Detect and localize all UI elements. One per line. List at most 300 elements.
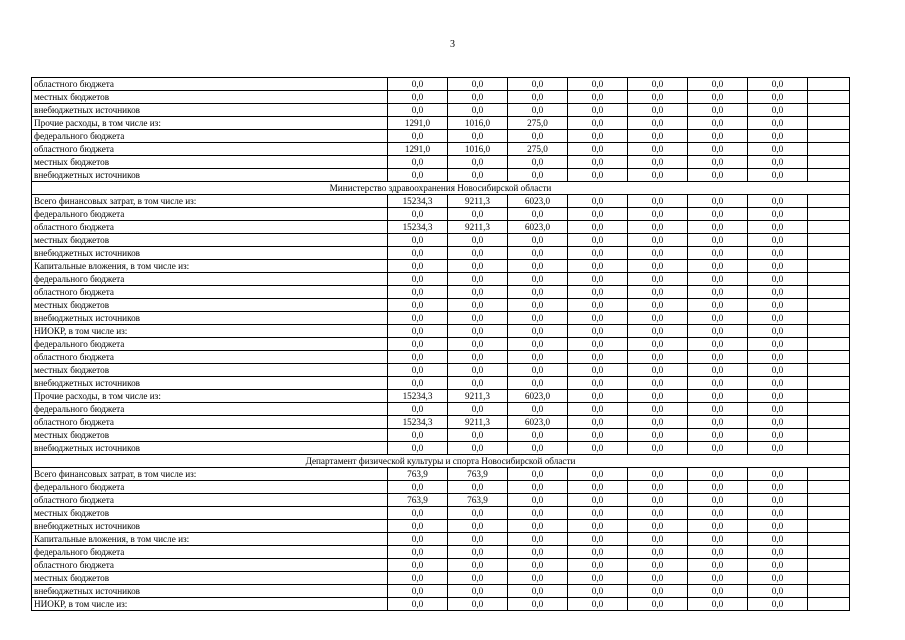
table-row <box>32 468 850 481</box>
row-label: Капитальные вложения, в том числе из: <box>32 533 388 546</box>
empty-cell <box>808 585 850 598</box>
value-cell: 0,0 <box>688 416 748 429</box>
value-cell: 0,0 <box>748 507 808 520</box>
table-row <box>32 572 850 585</box>
value-cell: 0,0 <box>568 260 628 273</box>
value-cell: 0,0 <box>748 104 808 117</box>
value-cell: 0,0 <box>568 377 628 390</box>
value-cell: 0,0 <box>628 91 688 104</box>
value-cell: 1016,0 <box>448 143 508 156</box>
value-cell: 0,0 <box>568 91 628 104</box>
value-cell: 0,0 <box>448 598 508 611</box>
value-cell: 0,0 <box>508 351 568 364</box>
table-row <box>32 481 850 494</box>
value-cell: 0,0 <box>748 442 808 455</box>
table-row <box>32 598 850 611</box>
value-cell: 0,0 <box>688 221 748 234</box>
value-cell: 6023,0 <box>508 416 568 429</box>
value-cell: 9211,3 <box>448 390 508 403</box>
value-cell: 0,0 <box>688 156 748 169</box>
row-label: местных бюджетов <box>32 156 388 169</box>
value-cell: 0,0 <box>568 247 628 260</box>
value-cell: 0,0 <box>508 169 568 182</box>
value-cell: 0,0 <box>748 481 808 494</box>
value-cell: 0,0 <box>748 221 808 234</box>
value-cell: 0,0 <box>748 130 808 143</box>
empty-cell <box>808 403 850 416</box>
value-cell: 0,0 <box>508 520 568 533</box>
value-cell: 0,0 <box>508 559 568 572</box>
value-cell: 0,0 <box>628 481 688 494</box>
value-cell: 0,0 <box>568 299 628 312</box>
value-cell: 0,0 <box>748 377 808 390</box>
value-cell: 0,0 <box>628 507 688 520</box>
table-row <box>32 520 850 533</box>
empty-cell <box>808 442 850 455</box>
row-label: областного бюджета <box>32 416 388 429</box>
table-row <box>32 247 850 260</box>
row-label: местных бюджетов <box>32 507 388 520</box>
value-cell: 0,0 <box>688 117 748 130</box>
value-cell: 0,0 <box>688 546 748 559</box>
value-cell: 0,0 <box>448 377 508 390</box>
value-cell: 0,0 <box>688 91 748 104</box>
value-cell: 0,0 <box>748 143 808 156</box>
value-cell: 0,0 <box>508 585 568 598</box>
value-cell: 0,0 <box>688 143 748 156</box>
value-cell: 0,0 <box>388 325 448 338</box>
value-cell: 0,0 <box>448 130 508 143</box>
table-row <box>32 91 850 104</box>
table-row <box>32 390 850 403</box>
value-cell: 0,0 <box>628 221 688 234</box>
value-cell: 763,9 <box>388 494 448 507</box>
table-row <box>32 494 850 507</box>
value-cell: 0,0 <box>568 78 628 91</box>
value-cell: 0,0 <box>448 520 508 533</box>
value-cell: 0,0 <box>388 520 448 533</box>
row-label: федерального бюджета <box>32 273 388 286</box>
value-cell: 0,0 <box>688 260 748 273</box>
value-cell: 0,0 <box>388 598 448 611</box>
table-row <box>32 403 850 416</box>
value-cell: 0,0 <box>628 572 688 585</box>
value-cell: 0,0 <box>628 364 688 377</box>
value-cell: 0,0 <box>508 260 568 273</box>
value-cell: 0,0 <box>688 234 748 247</box>
empty-cell <box>808 299 850 312</box>
empty-cell <box>808 260 850 273</box>
row-label: федерального бюджета <box>32 208 388 221</box>
row-label: внебюджетных источников <box>32 104 388 117</box>
value-cell: 0,0 <box>448 481 508 494</box>
value-cell: 6023,0 <box>508 221 568 234</box>
value-cell: 0,0 <box>508 442 568 455</box>
value-cell: 0,0 <box>748 429 808 442</box>
value-cell: 0,0 <box>448 585 508 598</box>
value-cell: 0,0 <box>448 234 508 247</box>
row-label: областного бюджета <box>32 559 388 572</box>
table-row <box>32 416 850 429</box>
value-cell: 0,0 <box>388 91 448 104</box>
value-cell: 0,0 <box>448 507 508 520</box>
value-cell: 0,0 <box>628 299 688 312</box>
row-label: Всего финансовых затрат, в том числе из: <box>32 468 388 481</box>
value-cell: 0,0 <box>688 559 748 572</box>
row-label: Капитальные вложения, в том числе из: <box>32 260 388 273</box>
value-cell: 0,0 <box>748 299 808 312</box>
value-cell: 0,0 <box>688 299 748 312</box>
value-cell: 0,0 <box>388 481 448 494</box>
value-cell: 0,0 <box>628 78 688 91</box>
value-cell: 0,0 <box>748 117 808 130</box>
value-cell: 0,0 <box>568 325 628 338</box>
value-cell: 9211,3 <box>448 416 508 429</box>
table-row <box>32 533 850 546</box>
table-row <box>32 104 850 117</box>
empty-cell <box>808 572 850 585</box>
table-row <box>32 312 850 325</box>
value-cell: 0,0 <box>688 78 748 91</box>
empty-cell <box>808 559 850 572</box>
value-cell: 0,0 <box>568 390 628 403</box>
row-label: областного бюджета <box>32 494 388 507</box>
row-label: областного бюджета <box>32 78 388 91</box>
value-cell: 0,0 <box>508 156 568 169</box>
table-row <box>32 585 850 598</box>
value-cell: 0,0 <box>688 585 748 598</box>
value-cell: 0,0 <box>388 78 448 91</box>
value-cell: 0,0 <box>388 169 448 182</box>
table-row <box>32 130 850 143</box>
value-cell: 0,0 <box>688 325 748 338</box>
table-row <box>32 169 850 182</box>
value-cell: 0,0 <box>688 104 748 117</box>
value-cell: 0,0 <box>388 234 448 247</box>
value-cell: 0,0 <box>688 351 748 364</box>
empty-cell <box>808 546 850 559</box>
row-label: местных бюджетов <box>32 91 388 104</box>
empty-cell <box>808 273 850 286</box>
value-cell: 0,0 <box>688 520 748 533</box>
value-cell: 0,0 <box>388 338 448 351</box>
value-cell: 0,0 <box>448 156 508 169</box>
value-cell: 0,0 <box>628 598 688 611</box>
value-cell: 0,0 <box>688 533 748 546</box>
value-cell: 0,0 <box>568 364 628 377</box>
value-cell: 0,0 <box>748 208 808 221</box>
value-cell: 0,0 <box>508 377 568 390</box>
value-cell: 0,0 <box>628 442 688 455</box>
value-cell: 0,0 <box>568 234 628 247</box>
value-cell: 0,0 <box>448 208 508 221</box>
row-label: федерального бюджета <box>32 130 388 143</box>
value-cell: 0,0 <box>448 91 508 104</box>
value-cell: 0,0 <box>748 416 808 429</box>
financing-table-body <box>32 78 850 611</box>
value-cell: 0,0 <box>568 546 628 559</box>
value-cell: 0,0 <box>508 104 568 117</box>
value-cell: 0,0 <box>688 312 748 325</box>
value-cell: 0,0 <box>688 442 748 455</box>
value-cell: 0,0 <box>448 260 508 273</box>
empty-cell <box>808 325 850 338</box>
value-cell: 0,0 <box>448 78 508 91</box>
value-cell: 0,0 <box>508 364 568 377</box>
table-row <box>32 429 850 442</box>
value-cell: 0,0 <box>508 494 568 507</box>
empty-cell <box>808 104 850 117</box>
empty-cell <box>808 208 850 221</box>
value-cell: 0,0 <box>388 104 448 117</box>
value-cell: 0,0 <box>568 442 628 455</box>
row-label: внебюджетных источников <box>32 377 388 390</box>
value-cell: 0,0 <box>628 585 688 598</box>
value-cell: 0,0 <box>568 286 628 299</box>
value-cell: 0,0 <box>388 299 448 312</box>
value-cell: 0,0 <box>568 507 628 520</box>
value-cell: 0,0 <box>688 338 748 351</box>
value-cell: 0,0 <box>388 585 448 598</box>
value-cell: 0,0 <box>628 195 688 208</box>
value-cell: 0,0 <box>388 351 448 364</box>
empty-cell <box>808 195 850 208</box>
value-cell: 0,0 <box>508 299 568 312</box>
table-row <box>32 234 850 247</box>
row-label: областного бюджета <box>32 143 388 156</box>
value-cell: 0,0 <box>688 598 748 611</box>
value-cell: 0,0 <box>508 481 568 494</box>
value-cell: 0,0 <box>388 403 448 416</box>
row-label: федерального бюджета <box>32 403 388 416</box>
value-cell: 0,0 <box>568 143 628 156</box>
value-cell: 0,0 <box>748 390 808 403</box>
value-cell: 0,0 <box>388 572 448 585</box>
value-cell: 0,0 <box>388 286 448 299</box>
value-cell: 0,0 <box>448 546 508 559</box>
value-cell: 275,0 <box>508 117 568 130</box>
value-cell: 0,0 <box>508 208 568 221</box>
value-cell: 0,0 <box>628 416 688 429</box>
value-cell: 0,0 <box>748 364 808 377</box>
table-row <box>32 273 850 286</box>
value-cell: 0,0 <box>748 585 808 598</box>
value-cell: 0,0 <box>448 325 508 338</box>
value-cell: 0,0 <box>628 403 688 416</box>
value-cell: 0,0 <box>748 286 808 299</box>
empty-cell <box>808 286 850 299</box>
value-cell: 0,0 <box>748 598 808 611</box>
row-label: местных бюджетов <box>32 429 388 442</box>
value-cell: 0,0 <box>568 403 628 416</box>
value-cell: 0,0 <box>688 377 748 390</box>
row-label: НИОКР, в том числе из: <box>32 598 388 611</box>
value-cell: 0,0 <box>748 546 808 559</box>
value-cell: 0,0 <box>628 312 688 325</box>
value-cell: 1016,0 <box>448 117 508 130</box>
table-row <box>32 507 850 520</box>
empty-cell <box>808 169 850 182</box>
table-row <box>32 377 850 390</box>
value-cell: 0,0 <box>388 273 448 286</box>
value-cell: 0,0 <box>508 78 568 91</box>
value-cell: 0,0 <box>628 429 688 442</box>
value-cell: 0,0 <box>688 208 748 221</box>
value-cell: 0,0 <box>508 468 568 481</box>
empty-cell <box>808 221 850 234</box>
value-cell: 0,0 <box>688 247 748 260</box>
value-cell: 0,0 <box>568 351 628 364</box>
value-cell: 0,0 <box>688 364 748 377</box>
empty-cell <box>808 117 850 130</box>
row-label: федерального бюджета <box>32 481 388 494</box>
value-cell: 0,0 <box>688 481 748 494</box>
value-cell: 0,0 <box>628 247 688 260</box>
value-cell: 0,0 <box>508 403 568 416</box>
row-label: внебюджетных источников <box>32 442 388 455</box>
table-row <box>32 156 850 169</box>
value-cell: 0,0 <box>388 208 448 221</box>
section-title: Департамент физической культуры и спорта Новосибирской области <box>32 455 850 468</box>
empty-cell <box>808 507 850 520</box>
value-cell: 0,0 <box>688 468 748 481</box>
value-cell: 0,0 <box>568 312 628 325</box>
section-title: Министерство здравоохранения Новосибирской области <box>32 182 850 195</box>
value-cell: 0,0 <box>508 247 568 260</box>
value-cell: 0,0 <box>388 559 448 572</box>
empty-cell <box>808 247 850 260</box>
row-label: Прочие расходы, в том числе из: <box>32 117 388 130</box>
value-cell: 0,0 <box>748 195 808 208</box>
value-cell: 0,0 <box>748 247 808 260</box>
value-cell: 0,0 <box>688 390 748 403</box>
value-cell: 0,0 <box>628 546 688 559</box>
table-row <box>32 195 850 208</box>
value-cell: 0,0 <box>508 312 568 325</box>
empty-cell <box>808 156 850 169</box>
value-cell: 0,0 <box>448 286 508 299</box>
row-label: внебюджетных источников <box>32 169 388 182</box>
value-cell: 0,0 <box>508 546 568 559</box>
value-cell: 0,0 <box>628 351 688 364</box>
empty-cell <box>808 429 850 442</box>
section-header-row <box>32 182 850 195</box>
value-cell: 0,0 <box>568 156 628 169</box>
value-cell: 0,0 <box>388 507 448 520</box>
value-cell: 0,0 <box>568 520 628 533</box>
table-row <box>32 442 850 455</box>
value-cell: 0,0 <box>388 156 448 169</box>
value-cell: 0,0 <box>508 598 568 611</box>
value-cell: 0,0 <box>448 104 508 117</box>
value-cell: 0,0 <box>448 364 508 377</box>
value-cell: 0,0 <box>568 104 628 117</box>
value-cell: 0,0 <box>628 169 688 182</box>
row-label: Всего финансовых затрат, в том числе из: <box>32 195 388 208</box>
value-cell: 0,0 <box>688 195 748 208</box>
value-cell: 0,0 <box>448 312 508 325</box>
table-row <box>32 221 850 234</box>
value-cell: 1291,0 <box>388 143 448 156</box>
value-cell: 0,0 <box>748 169 808 182</box>
value-cell: 0,0 <box>688 494 748 507</box>
value-cell: 0,0 <box>748 533 808 546</box>
value-cell: 0,0 <box>388 247 448 260</box>
table-row <box>32 351 850 364</box>
value-cell: 0,0 <box>388 312 448 325</box>
value-cell: 15234,3 <box>388 390 448 403</box>
value-cell: 0,0 <box>448 533 508 546</box>
value-cell: 0,0 <box>508 572 568 585</box>
empty-cell <box>808 390 850 403</box>
value-cell: 0,0 <box>628 143 688 156</box>
value-cell: 0,0 <box>748 403 808 416</box>
value-cell: 15234,3 <box>388 416 448 429</box>
value-cell: 0,0 <box>508 91 568 104</box>
value-cell: 0,0 <box>568 221 628 234</box>
value-cell: 0,0 <box>628 390 688 403</box>
value-cell: 0,0 <box>568 195 628 208</box>
table-row <box>32 286 850 299</box>
value-cell: 0,0 <box>448 169 508 182</box>
section-header-row <box>32 455 850 468</box>
table-row <box>32 117 850 130</box>
value-cell: 0,0 <box>508 429 568 442</box>
value-cell: 0,0 <box>508 507 568 520</box>
value-cell: 6023,0 <box>508 195 568 208</box>
empty-cell <box>808 338 850 351</box>
value-cell: 0,0 <box>568 338 628 351</box>
empty-cell <box>808 416 850 429</box>
value-cell: 0,0 <box>628 130 688 143</box>
table-row <box>32 559 850 572</box>
row-label: внебюджетных источников <box>32 247 388 260</box>
value-cell: 275,0 <box>508 143 568 156</box>
value-cell: 0,0 <box>628 273 688 286</box>
value-cell: 0,0 <box>568 117 628 130</box>
value-cell: 0,0 <box>748 91 808 104</box>
value-cell: 0,0 <box>748 494 808 507</box>
value-cell: 0,0 <box>448 299 508 312</box>
value-cell: 0,0 <box>748 468 808 481</box>
value-cell: 0,0 <box>628 208 688 221</box>
row-label: местных бюджетов <box>32 234 388 247</box>
value-cell: 0,0 <box>448 247 508 260</box>
empty-cell <box>808 494 850 507</box>
value-cell: 0,0 <box>628 377 688 390</box>
value-cell: 0,0 <box>508 338 568 351</box>
value-cell: 0,0 <box>568 273 628 286</box>
value-cell: 0,0 <box>508 286 568 299</box>
table-row <box>32 143 850 156</box>
row-label: Прочие расходы, в том числе из: <box>32 390 388 403</box>
value-cell: 0,0 <box>628 104 688 117</box>
value-cell: 0,0 <box>568 416 628 429</box>
value-cell: 763,9 <box>448 468 508 481</box>
value-cell: 15234,3 <box>388 195 448 208</box>
empty-cell <box>808 598 850 611</box>
value-cell: 0,0 <box>508 273 568 286</box>
empty-cell <box>808 533 850 546</box>
value-cell: 0,0 <box>748 312 808 325</box>
value-cell: 15234,3 <box>388 221 448 234</box>
empty-cell <box>808 312 850 325</box>
value-cell: 0,0 <box>388 377 448 390</box>
table-row <box>32 364 850 377</box>
value-cell: 0,0 <box>568 572 628 585</box>
value-cell: 0,0 <box>688 572 748 585</box>
empty-cell <box>808 78 850 91</box>
